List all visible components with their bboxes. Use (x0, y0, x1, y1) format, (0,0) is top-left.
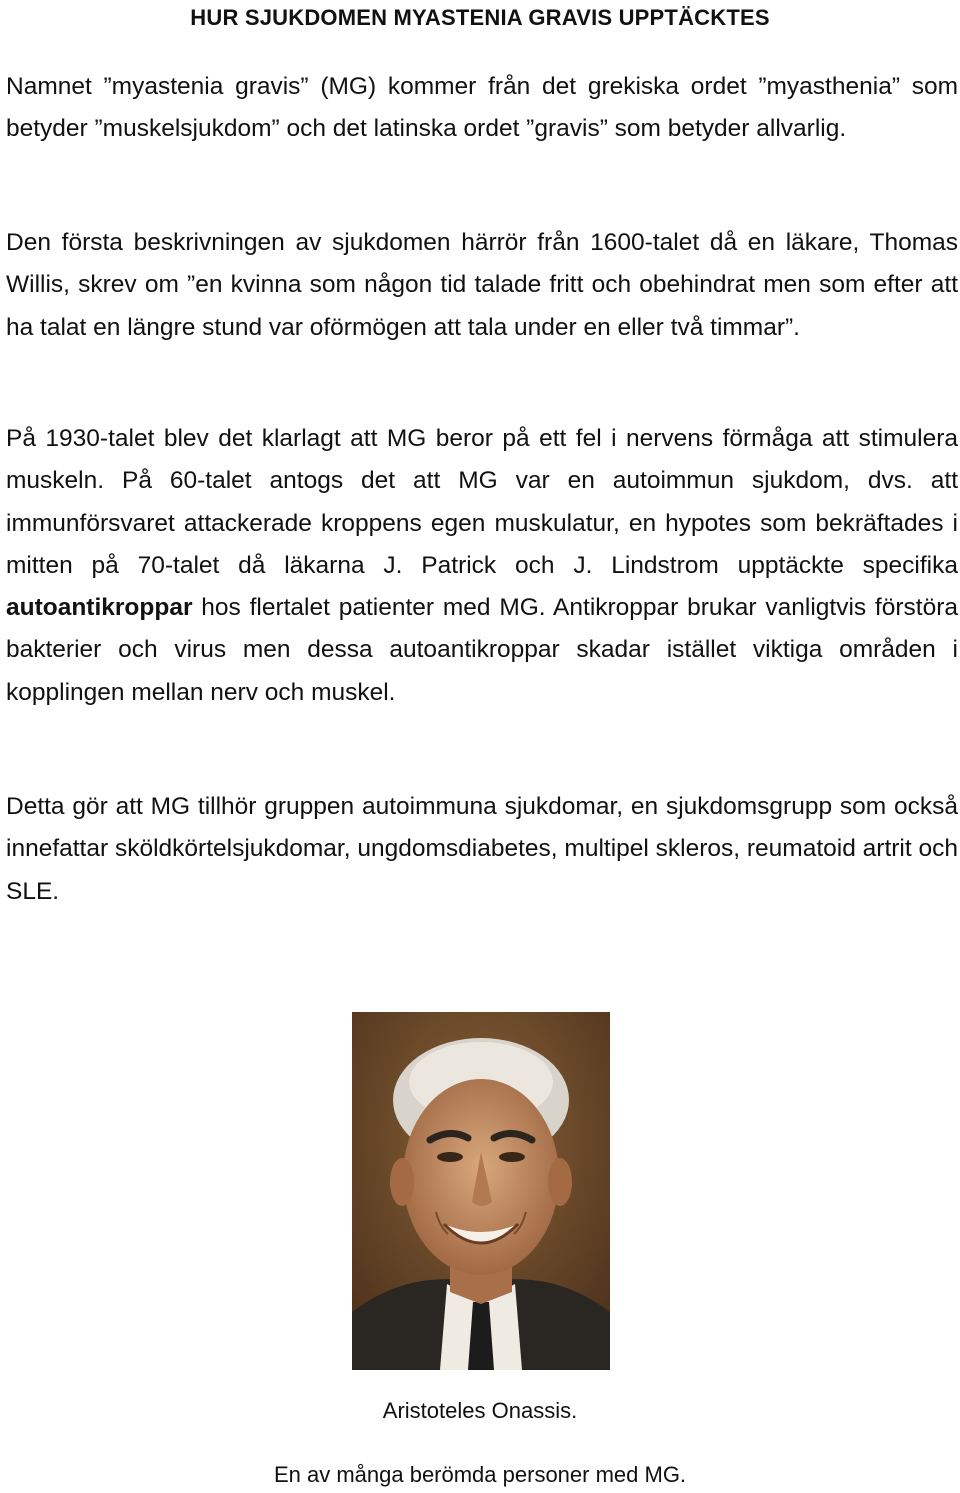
paragraph-text-part: hos flertalet patienter med MG. Antikroppar brukar vanligtvis förstöra bakterier och virus men dessa autoantikroppar skadar istället viktiga områden i kopplingen mellan nerv och muskel. (6, 594, 958, 706)
photo-caption-name: Aristoteles Onassis. (382, 1398, 578, 1423)
paragraph-text-part: På 1930-talet blev det klarlagt att MG beror på ett fel i nervens förmåga att stimulera muskeln. På 60-talet antogs det att MG var en autoimmun sjukdom, dvs. att immunförsvaret attackerade kroppens egen muskulatur, en hypotes som bekräftades i mitten på 70-talet då läkarna J. Patrick och J. Lindstrom upptäckte specifika (6, 425, 958, 579)
paragraph-first-description: Den första beskrivningen av sjukdomen härrör från 1600-talet då en läkare, Thomas Willis, skrev om ”en kvinna som någon tid talade fritt och obehindrat men som efter att ha talat en längre stund var oförmögen att tala under en eller två timmar”. (6, 229, 958, 341)
paragraph-autoimmune-discovery (6, 418, 958, 714)
page-title: HUR SJUKDOMEN MYASTENIA GRAVIS UPPTÄCKTES (190, 5, 770, 30)
bold-term-autoantikroppar: autoantikroppar (6, 594, 193, 622)
photo-caption-note: En av många berömda personer med MG. (273, 1462, 687, 1487)
portrait-illustration (352, 1012, 610, 1370)
portrait-photo (352, 1012, 610, 1370)
paragraph-name-origin: Namnet ”myastenia gravis” (MG) kommer från det grekiska ordet ”myasthenia” som betyder ”muskelsjukdom” och det latinska ordet ”gravis” som betyder allvarlig. (6, 73, 958, 143)
paragraph-disease-group: Detta gör att MG tillhör gruppen autoimmuna sjukdomar, en sjukdomsgrupp som också innefattar sköldkörtelsjukdomar, ungdomsdiabetes, multipel skleros, reumatoid artrit och SLE. (6, 793, 958, 905)
